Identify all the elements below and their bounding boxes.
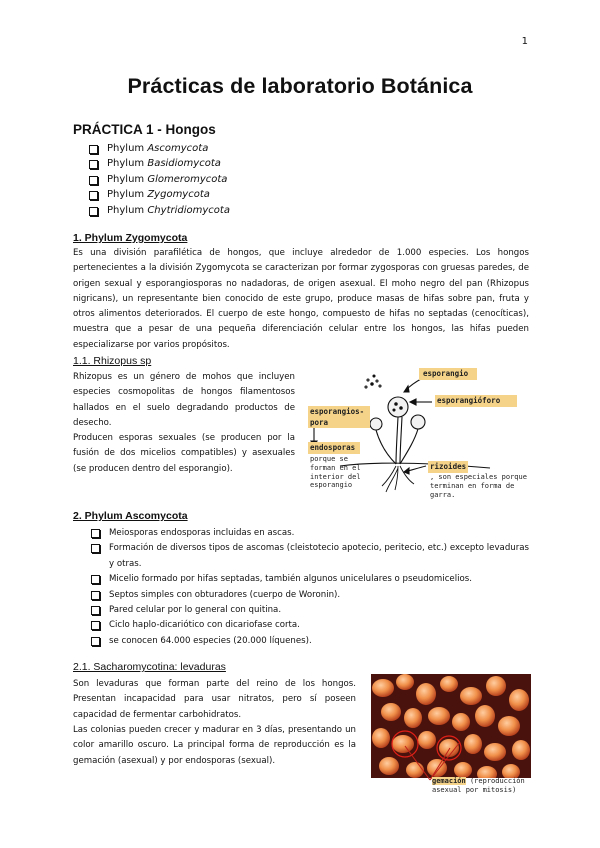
section-heading-zygomycota: 1. Phylum Zygomycota [73, 232, 188, 244]
list-item: Phylum Basidiomycota [89, 156, 230, 171]
checkbox-bullet-icon [89, 176, 98, 185]
page-title: Prácticas de laboratorio Botánica [127, 74, 473, 98]
page-number: 1 [521, 36, 528, 47]
rhizopus-paragraph-2: Producen esporas sexuales (se producen por la fusión de dos micelios compatibles) y asexuales (se producen dentro del esporangio). [73, 433, 295, 474]
list-item: se conocen 64.000 especies (20.000 líquenes). [91, 634, 529, 649]
checkbox-bullet-icon [89, 145, 98, 154]
label-endosporas: endosporas [310, 443, 356, 452]
list-item: Phylum Zygomycota [89, 187, 230, 202]
list-item: Micelio formado por hifas septadas, también algunos unicelulares o pseudomicelios. [91, 572, 529, 587]
checkbox-bullet-icon [89, 207, 98, 216]
checkbox-bullet-icon [91, 529, 100, 538]
checkbox-bullet-icon [91, 621, 100, 630]
section-heading-ascomycota: 2. Phylum Ascomycota [73, 510, 188, 522]
label-esporangiospora: esporangios-pora [310, 407, 365, 427]
phyla-list [89, 141, 230, 218]
list-item: Phylum Ascomycota [89, 141, 230, 156]
practica-heading: PRÁCTICA 1 - Hongos [73, 122, 216, 137]
checkbox-bullet-icon [91, 591, 100, 600]
zygomycota-paragraph: Es una división parafilética de hongos, que incluye alrededor de 1.000 especies. Los hongos pertenecientes a la división Zygomycota se caracterizan por formar zygosporas con gruesas paredes, de origen sexual y esporangiosporas no nadadoras, de origen asexual. El moho negro del pan (Rhizopus nigricans), un representante bien conocido de este grupo, produce masas de hifas sobre pan, fruta y otros alimentos deteriorados. El cuerpo de este hongo, compuesto de hifas no septadas (cenocíticas), muestra que a pesar de una pequeña diferenciación celular entre los hongos, las hifas pueden especializarse por varios propósitos. [73, 248, 529, 350]
subsection-heading-saccharomycotina: 2.1. Sacharomycotina: levaduras [73, 661, 226, 673]
checkbox-bullet-icon [91, 544, 100, 553]
ascomycota-list [91, 526, 529, 649]
list-item: Formación de diversos tipos de ascomas (cleistotecio apotecio, peritecio, etc.) excepto levaduras y otras. [91, 541, 529, 572]
list-item: Pared celular por lo general con quitina. [91, 603, 529, 618]
checkbox-bullet-icon [91, 606, 100, 615]
list-item: Septos simples con obturadores (cuerpo de Woronin). [91, 588, 529, 603]
label-esporangioforo: esporangióforo [437, 396, 501, 405]
sporangium-icon [388, 397, 408, 417]
rizoides-note: , son especiales porque terminan en forma de garra. [430, 473, 527, 499]
yeast-paragraph-2: Las colonias pueden crecer y madurar en 3 días, presentando un color amarillo oscuro. La principal forma de reproducción es la gemación (asexual) y por endosporas (sexual). [73, 725, 356, 766]
checkbox-bullet-icon [91, 575, 100, 584]
yeast-paragraph-1: Son levaduras que forman parte del reino de los hongos. Presentan incapacidad para usar nitratos, pero sí poseen capacidad de fermentar carbohidratos. [73, 679, 356, 720]
label-esporangio: esporangio [423, 369, 469, 378]
list-item: Phylum Glomeromycota [89, 172, 230, 187]
list-item: Meiosporas endosporas incluidas en ascas. [91, 526, 529, 541]
gemacion-caption: gemación (reproducción asexual por mitosis) [432, 777, 525, 794]
list-item: Ciclo haplo-dicariótico con dicariofase corta. [91, 618, 529, 633]
spores-icon [365, 375, 381, 388]
endosporas-note: porque se forman en el interior del esporangio [310, 455, 361, 490]
subsection-heading-rhizopus: 1.1. Rhizopus sp [73, 355, 152, 367]
checkbox-bullet-icon [89, 191, 98, 200]
rhizopus-paragraph-1: Rhizopus es un género de mohos que incluyen especies cosmopolitas de hongos filamentosos hallados en el suelo degradando productos de desecho. [73, 372, 295, 428]
label-rizoides: rizoides [430, 462, 467, 471]
list-item: Phylum Chytridiomycota [89, 203, 230, 218]
checkbox-bullet-icon [89, 160, 98, 169]
checkbox-bullet-icon [91, 637, 100, 646]
